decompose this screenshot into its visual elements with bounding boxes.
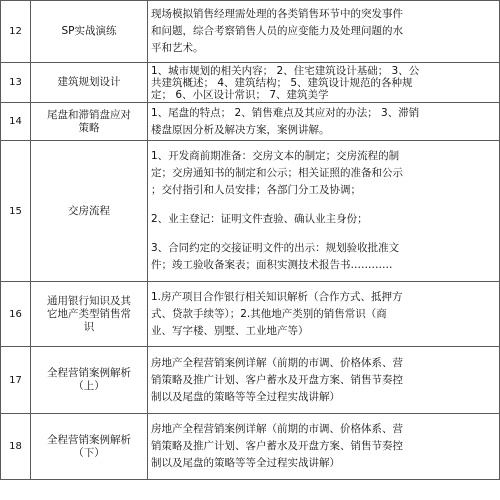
course-name [31,347,148,414]
course-name-line: 识 [83,320,95,333]
table-row [1,282,500,347]
table-body [1,1,500,480]
course-name-line: 全程营销案例解析 [47,433,131,446]
table-row [1,103,500,141]
row-number: 14 [1,103,31,141]
content-line: 房地产全程营销案例详解（前期的市调、价格体系、营 [151,423,403,435]
course-name-line: 它地产类型销售常 [47,307,131,320]
content-line: 3、合同约定的交接证明文件的出示：规划验收批准文 [151,242,400,254]
content-line: 共建筑概述； 4、建筑结构； 5、建筑设计规范的各种规 [151,76,413,89]
course-content [148,282,500,347]
row-number: 13 [1,63,31,103]
course-name-line: SP实战演练 [61,25,117,37]
content-line: 平和艺术。 [151,42,204,54]
content-line: 定； 6、小区设计常识； 7、建筑美学 [151,88,329,101]
table-row [1,347,500,414]
row-number: 16 [1,282,31,347]
paragraph-gap [151,199,497,211]
course-name-line: （下） [73,446,105,459]
content-line: 1、开发商前期准备：交房文本的制定；交房流程的制 [151,150,400,162]
content-line: 式、贷款手续等）；2.其他地产类别的销售常识（商 [151,307,387,320]
content-line: 房地产全程营销案例详解（前期的市调、价格体系、营 [151,356,403,369]
content-line: 1.房产项目合作银行相关知识解析（合作方式、抵押方 [151,290,403,303]
paragraph-gap [151,228,497,240]
course-name-line: 策略 [78,121,100,134]
content-line: 1、尾盘的特点； 2、销售难点及其应对的办法； 3、滞销 [151,106,420,119]
content-line: 和问题，综合考察销售人员的应变能力及处理问题的水 [151,25,403,37]
course-name [31,414,148,480]
course-content [148,141,500,282]
course-name-line: 通用银行知识及其 [47,294,131,307]
row-number: 18 [1,414,31,480]
course-name [31,141,148,282]
course-name-line: （上） [73,380,105,392]
table-row [1,414,500,480]
course-name-line: 尾盘和滞销盘应对 [47,108,131,121]
course-name [31,282,148,347]
row-number: 12 [1,1,31,63]
table-row [1,63,500,103]
content-line: 2、业主登记：证明文件查验、确认业主身份； [151,213,368,225]
content-line: 销策略及推广计划、客户蓄水及开盘方案、销售节奏控 [151,440,403,452]
course-content [148,103,500,141]
course-content [148,414,500,480]
course-name-line: 交房流程 [68,204,110,217]
course-content [148,1,500,63]
content-line: 定；交房通知书的制定和公示；相关证照的准备和公示 [151,167,403,179]
course-name-line: 全程营销案例解析 [47,367,131,379]
content-line: 件；竣工验收备案表；面积实测技术报告书………… [151,259,393,271]
course-name [31,63,148,103]
course-name [31,103,148,141]
course-name-line: 建筑规划设计 [57,76,121,88]
course-content [148,63,500,103]
table-row [1,1,500,63]
row-number: 15 [1,141,31,282]
content-line: ；交付指引和人员安排；各部门分工及协调； [151,184,361,196]
content-line: 现场模拟销售经理需处理的各类销售环节中的突发事件 [151,8,403,20]
row-number: 17 [1,347,31,414]
content-line: 楼盘原因分析及解决方案，案例讲解。 [151,123,330,136]
content-line: 制以及尾盘的策略等等全过程实战讲解） [151,390,340,403]
course-content [148,347,500,414]
course-name [31,1,148,63]
content-line: 销策略及推广计划、客户蓄水及开盘方案、销售节奏控 [151,373,403,386]
content-line: 1、城市规划的相关内容； 2、住宅建筑设计基础； 3、公 [151,64,420,77]
table-row [1,141,500,282]
content-line: 制以及尾盘的策略等等全过程实战讲解） [151,457,340,469]
content-line: 业、写字楼、别墅、工业地产等） [151,324,309,337]
